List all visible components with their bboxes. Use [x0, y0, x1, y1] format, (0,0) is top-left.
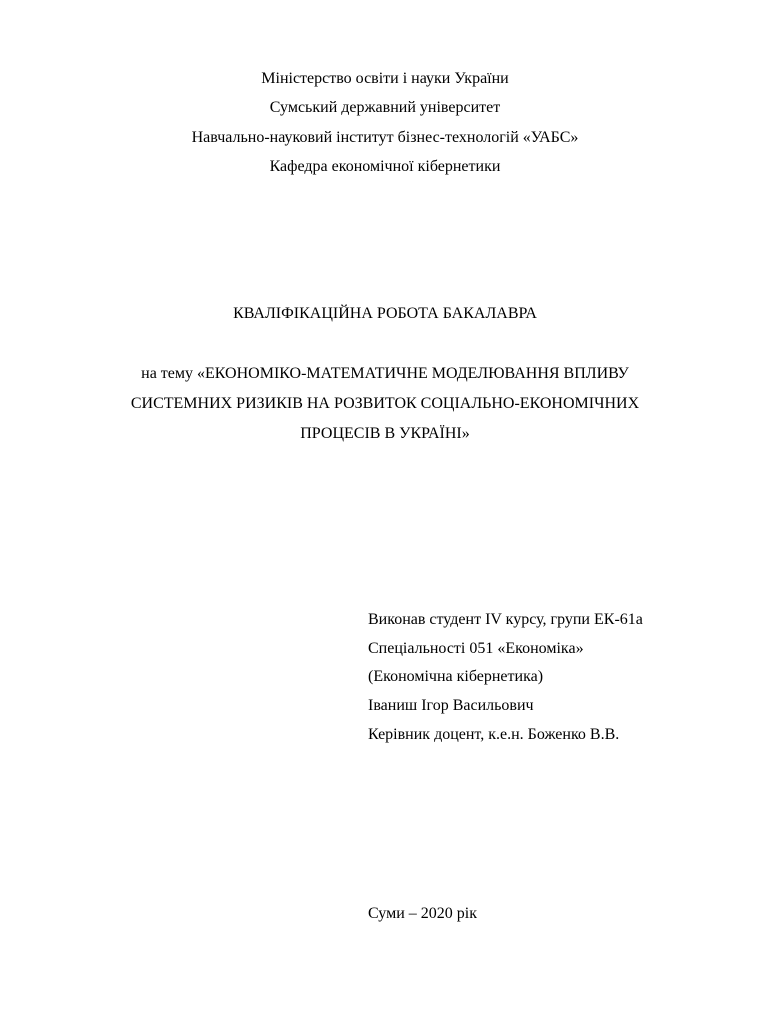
- specialization-line: (Економічна кібернетика): [368, 668, 544, 685]
- department-line: Кафедра економічної кібернетики: [269, 158, 501, 175]
- university-line: Сумський державний університет: [269, 99, 501, 116]
- student-line: Виконав студент IV курсу, групи ЕК-61а: [368, 611, 643, 628]
- specialty-line: Спеціальності 051 «Економіка»: [368, 640, 584, 657]
- supervisor-line: Керівник доцент, к.е.н. Боженко В.В.: [368, 726, 620, 743]
- topic-line-3: ПРОЦЕСІВ В УКРАЇНІ»: [300, 425, 470, 442]
- topic-line-2: СИСТЕМНИХ РИЗИКІВ НА РОЗВИТОК СОЦІАЛЬНО-ЕКОНОМІЧНИХ: [130, 395, 640, 412]
- topic-line-1: на тему «ЕКОНОМІКО-МАТЕМАТИЧНЕ МОДЕЛЮВАННЯ ВПЛИВУ: [141, 365, 629, 382]
- author-name-line: Іваниш Ігор Васильович: [368, 697, 534, 714]
- place-year-line: Суми – 2020 рік: [368, 905, 477, 922]
- institute-line: Навчально-науковий інститут бізнес-технологій «УАБС»: [191, 129, 579, 146]
- work-type-title: КВАЛІФІКАЦІЙНА РОБОТА БАКАЛАВРА: [233, 305, 537, 322]
- ministry-line: Міністерство освіти і науки України: [261, 70, 509, 87]
